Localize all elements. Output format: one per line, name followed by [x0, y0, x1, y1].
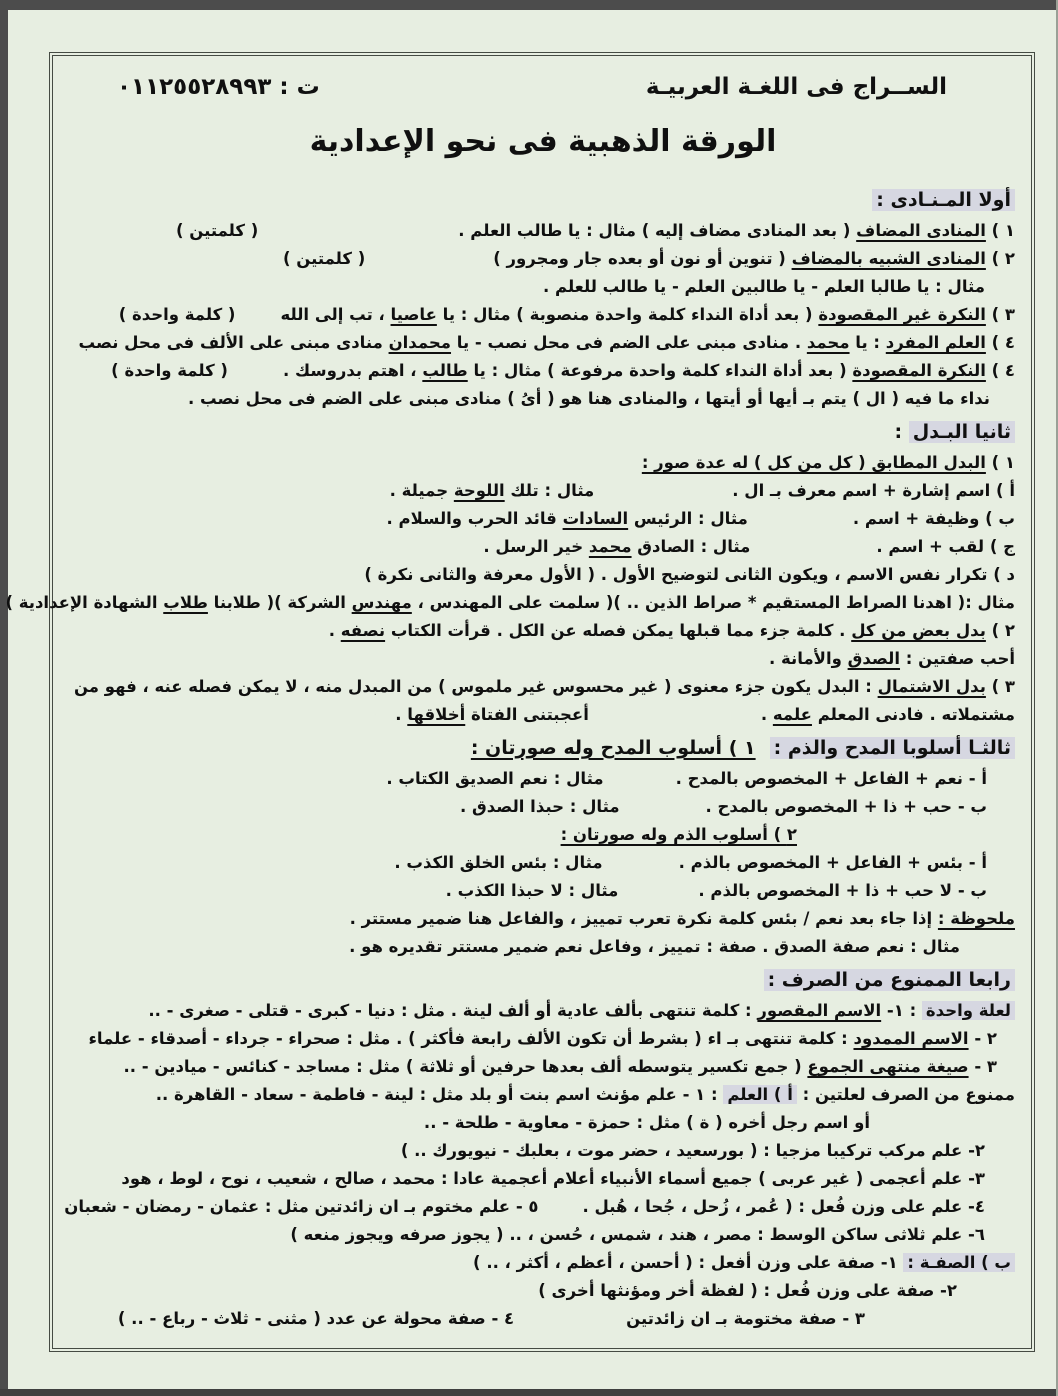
text-run: ( كلمة واحدة ) — [118, 305, 236, 324]
text-run: ( بعد المنادى مضاف إليه ) مثال : يا طالب العلم . — [458, 221, 857, 240]
doc-line — [71, 245, 1015, 273]
underlined-term: ٢ ) أسلوب الذم وله صورتان : — [560, 825, 797, 844]
highlighted-term: ب ) الصفـة : — [903, 1253, 1015, 1272]
doc-line — [71, 217, 1015, 245]
spacer — [514, 1323, 626, 1324]
section-mamnou-min-sarf — [64, 963, 1015, 1333]
text-run: مثال : نعم الصديق الكتاب . — [386, 769, 604, 788]
doc-line — [64, 1193, 1015, 1221]
text-run: أ ) اسم إشارة + اسم معرف بـ ال . — [732, 481, 1015, 500]
doc-line — [71, 849, 1015, 877]
spacer — [620, 811, 706, 812]
spacer — [750, 551, 876, 552]
text-run: ب - لا حب + ذا + المخصوص بالذم . — [698, 881, 987, 900]
text-run: ( كلمة واحدة ) — [111, 361, 228, 380]
text-run: إذا جاء بعد نعم / بئس كلمة نكرة تعرب تمييز ، والفاعل هنا ضمير مستتر . — [349, 909, 938, 928]
doc-line — [71, 645, 1015, 673]
text-run: . — [328, 621, 341, 640]
doc-line — [71, 301, 1015, 329]
highlighted-term: أ ) العلم — [723, 1085, 797, 1104]
doc-line — [71, 1081, 1015, 1109]
doc-line — [71, 449, 1015, 477]
highlighted-term: ثالثـا أسلوبا المدح والذم : — [770, 737, 1015, 759]
doc-line — [71, 1165, 1015, 1193]
text-run: ٣- علم أعجمى ( غير عربى ) جميع أسماء الأنبياء أعلام أعجمية عادا : محمد ، صالح ، شعيب ، نوح ، لوط ، هود — [121, 1169, 985, 1188]
doc-line — [5, 589, 1015, 617]
underlined-term: ١ ) أسلوب المدح وله صورتان : — [470, 737, 756, 759]
section-madh-wa-dhamm — [71, 731, 1015, 961]
spacer — [603, 867, 679, 868]
doc-line — [71, 793, 1015, 821]
doc-line — [71, 821, 1015, 849]
text-run: : ١ - علم مؤنث اسم بنت أو بلد مثل : لينة - فاطمة - سعاد - القاهرة .. — [155, 1085, 724, 1104]
highlighted-term: أولا المـنـادى : — [872, 189, 1015, 211]
spacer — [594, 495, 732, 496]
underlined-term: طالب — [422, 361, 468, 380]
text-run: : كلمة تنتهى بألف عادية أو ألف لينة . مثل : دنيا - كبرى - قتلى - صغرى - .. — [148, 1001, 758, 1020]
underlined-term: النكرة غير المقصودة — [818, 305, 986, 324]
text-run: جميلة . — [389, 481, 454, 500]
text-run: : ١- — [881, 1001, 922, 1020]
text-run: ، اهتم بدروسك . — [282, 361, 423, 380]
doc-line — [71, 561, 1015, 589]
text-run: ٥ - علم مختوم بـ ان زائدتين مثل : عثمان - رمضان - شعبان — [64, 1197, 539, 1216]
doc-line — [71, 905, 1015, 933]
text-run: أ - نعم + الفاعل + المخصوص بالمدح . — [675, 769, 987, 788]
spacer — [228, 375, 283, 376]
underlined-term: الاسم الممدود — [853, 1029, 969, 1048]
underlined-term: محمد — [588, 537, 632, 556]
doc-line — [71, 1305, 1015, 1333]
doc-line — [71, 701, 1015, 729]
text-run: نداء ما فيه ( ال ) يتم بـ أيها أو أيتها ، والمنادى هنا هو ( أىُ ) منادى مبنى على الضم فى محل نصب . — [187, 389, 990, 408]
brand-title: الســراج فى اللغـة العربيـة — [645, 74, 947, 100]
underlined-term: صيغة منتهى الجموع — [807, 1057, 969, 1076]
outer-border-top — [0, 0, 1058, 10]
underlined-term: المنادى المضاف — [856, 221, 986, 240]
text-run: ٣ - — [968, 1057, 997, 1076]
text-run: ٢ - — [968, 1029, 997, 1048]
underlined-term: أخلاقها — [407, 705, 466, 724]
underlined-term: محمد — [806, 333, 850, 352]
text-run: ( تنوين أو نون أو بعده جار ومجرور ) — [493, 249, 792, 268]
text-run: الشهادة الإعدادية ) — [5, 593, 164, 612]
text-run: والأمانة . — [769, 649, 848, 668]
text-run: ٤- علم على وزن فُعل : ( عُمر ، زُحل ، جُحا ، هُبل . — [582, 1197, 985, 1216]
section-heading — [71, 731, 1015, 765]
section-badal — [5, 415, 1015, 729]
underlined-term: الاسم المقصور — [757, 1001, 882, 1020]
text-run: أحب صفتين : — [900, 649, 1015, 668]
text-run: مثال : الرئيس — [628, 509, 748, 528]
outer-border-left — [0, 0, 8, 1396]
doc-body — [5, 183, 1015, 1333]
spacer — [618, 895, 698, 896]
text-run: ( كلمتين ) — [282, 249, 366, 268]
page-title: الورقة الذهبية فى نحو الإعدادية — [309, 124, 777, 159]
spacer — [604, 783, 676, 784]
doc-line — [71, 877, 1015, 905]
text-run: ٤ ) — [985, 361, 1015, 380]
text-run: . كلمة جزء مما قبلها يمكن فصله عن الكل . قرأت الكتاب — [385, 621, 852, 640]
spacer — [748, 523, 853, 524]
text-run: ٣ ) — [985, 305, 1015, 324]
text-run: . — [395, 705, 408, 724]
doc-line — [71, 617, 1015, 645]
text-run: ممنوع من الصرف لعلتين : — [796, 1085, 1015, 1104]
spacer — [539, 1211, 583, 1212]
section-heading — [71, 415, 1015, 449]
text-run: مشتملاته . فادنى المعلم — [811, 705, 1015, 724]
text-run: ب - حب + ذا + المخصوص بالمدح . — [705, 797, 987, 816]
doc-line — [71, 273, 1015, 301]
text-run: قائد الحرب والسلام . — [386, 509, 563, 528]
underlined-term: بدل بعض من كل — [851, 621, 986, 640]
text-run: ٢- علم مركب تركيبا مزجيا : ( بورسعيد ، حضر موت ، بعلبك - نيويورك .. ) — [400, 1141, 985, 1160]
doc-line — [71, 997, 1015, 1025]
underlined-term: ملحوظة : — [937, 909, 1015, 928]
outer-border-bottom — [0, 1389, 1058, 1396]
phone-number: ت : ٠١١٢٥٥٢٨٩٩٣ — [117, 74, 320, 100]
doc-header — [117, 74, 947, 100]
underlined-term: محمدان — [388, 333, 452, 352]
text-run: : كلمة تنتهى بـ اء ( بشرط أن تكون الألف رابعة فأكثر ) . مثل : صحراء - جرداء - أصدقاء - علماء — [88, 1029, 854, 1048]
spacer — [756, 753, 770, 754]
text-run: مثال : حبذا الصدق . — [460, 797, 620, 816]
doc-line — [71, 1221, 1015, 1249]
highlighted-term: لعلة واحدة — [922, 1001, 1015, 1020]
text-run: ٤ - صفة محولة عن عدد ( مثنى - ثلاث - رباع - .. ) — [117, 1309, 515, 1328]
text-run: أ - بئس + الفاعل + المخصوص بالذم . — [678, 853, 987, 872]
page-frame — [5, 52, 1035, 1352]
text-run: : يا — [849, 333, 886, 352]
spacer — [258, 235, 458, 236]
underlined-term: بدل الاشتمال — [877, 677, 986, 696]
text-run: ٣ ) — [985, 677, 1015, 696]
doc-line — [71, 329, 1015, 357]
text-run: ( بعد أداة النداء كلمة واحدة منصوبة ) مثال : يا — [436, 305, 819, 324]
text-run: ب ) وظيفة + اسم . — [852, 509, 1015, 528]
text-run: ٣ - صفة مختومة بـ ان زائدتين — [626, 1309, 865, 1328]
doc-line — [71, 1277, 1015, 1305]
text-run: ١ ) — [985, 221, 1015, 240]
underlined-term: البدل المطابق ( كل من كل ) له عدة صور : — [641, 453, 986, 472]
text-run: ١- صفة على وزن أفعل : ( أحسن ، أعظم ، أكثر ، .. ) — [473, 1253, 904, 1272]
doc-line — [71, 765, 1015, 793]
text-run: ، تب إلى الله — [280, 305, 391, 324]
text-run: مثال : تلك — [504, 481, 595, 500]
text-run: . منادى مبنى على الضم فى محل نصب - يا — [451, 333, 807, 352]
text-run: مثال : الصادق — [631, 537, 751, 556]
underlined-term: عاصيا — [390, 305, 437, 324]
underlined-term: علمه — [772, 705, 812, 724]
doc-line — [71, 477, 1015, 505]
text-run: ج ) لقب + اسم . — [876, 537, 1015, 556]
section-heading — [71, 963, 1015, 997]
underlined-term: النكرة المقصودة — [852, 361, 986, 380]
text-run: ٢ ) — [985, 249, 1015, 268]
section-monada — [71, 183, 1015, 413]
doc-line — [71, 673, 1015, 701]
spacer — [365, 263, 493, 264]
doc-line — [71, 1137, 1015, 1165]
text-run: ٢- صفة على وزن فُعل : ( لفظة أخر ومؤنثها أخرى ) — [538, 1281, 957, 1300]
underlined-term: نصفه — [340, 621, 386, 640]
spacer — [235, 319, 280, 320]
text-run: . — [760, 705, 773, 724]
underlined-term: الصدق — [847, 649, 901, 668]
text-run: مثال : لا حبذا الكذب . — [445, 881, 619, 900]
underlined-term: السادات — [562, 509, 629, 528]
underlined-term: اللوحة — [453, 481, 505, 500]
doc-line — [71, 505, 1015, 533]
text-run: ٤ ) — [985, 333, 1015, 352]
doc-line — [71, 1053, 1015, 1081]
doc-line — [71, 357, 1015, 385]
text-run: مثال : بئس الخلق الكذب . — [394, 853, 603, 872]
spacer — [589, 719, 761, 720]
doc-line — [71, 933, 1015, 961]
highlighted-term: ثانيا البـدل — [909, 421, 1015, 443]
doc-line — [71, 385, 1015, 413]
section-heading — [71, 183, 1015, 217]
underlined-term: طلاب — [163, 593, 208, 612]
text-run: الشركة )( طلابنا — [207, 593, 352, 612]
text-run: خير الرسل . — [483, 537, 589, 556]
underlined-term: مهندس — [351, 593, 412, 612]
text-run: ( كلمتين ) — [175, 221, 259, 240]
text-run: أعجبتنى الفتاة — [465, 705, 589, 724]
doc-line — [71, 533, 1015, 561]
underlined-term: العلم المفرد — [885, 333, 986, 352]
underlined-term: المنادى الشبيه بالمضاف — [791, 249, 986, 268]
doc-line — [71, 1249, 1015, 1277]
text-run: مثال :( اهدنا الصراط المستقيم * صراط الذين .. )( سلمت على المهندس ، — [411, 593, 1015, 612]
text-run: ٦- علم ثلاثى ساكن الوسط : مصر ، هند ، شمس ، حُسن ، .. ( يجوز صرفه ويجوز منعه ) — [290, 1225, 985, 1244]
doc-line — [71, 1109, 1015, 1137]
text-run: : البدل يكون جزء معنوى ( غير محسوس غير ملموس ) من المبدل منه ، لا يمكن فصله عنه ، فهو من — [73, 677, 878, 696]
text-run: مثال : نعم صفة الصدق . صفة : تمييز ، وفاعل نعم ضمير مستتر تقديره هو . — [349, 937, 960, 956]
text-run: : — [894, 421, 909, 443]
text-run: منادى مبنى على الألف فى محل نصب — [78, 333, 389, 352]
text-run: ١ ) — [985, 453, 1015, 472]
text-run: ٢ ) — [985, 621, 1015, 640]
text-run: ( بعد أداة النداء كلمة واحدة مرفوعة ) مثال : يا — [467, 361, 853, 380]
text-run: أو اسم رجل أخره ( ة ) مثل : حمزة - معاوية - طلحة - .. — [423, 1113, 870, 1132]
text-run: د ) تكرار نفس الاسم ، ويكون الثانى لتوضيح الأول . ( الأول معرفة والثانى نكرة ) — [364, 565, 1015, 584]
highlighted-term: رابعا الممنوع من الصرف : — [764, 969, 1015, 991]
doc-line — [71, 1025, 1015, 1053]
text-run: ( جمع تكسير يتوسطه ألف بعدها حرفين أو ثلاثة ) مثل : مساجد - كنائس - ميادين - .. — [123, 1057, 808, 1076]
text-run: مثال : يا طالبا العلم - يا طالبين العلم - يا طالب للعلم . — [543, 277, 985, 296]
